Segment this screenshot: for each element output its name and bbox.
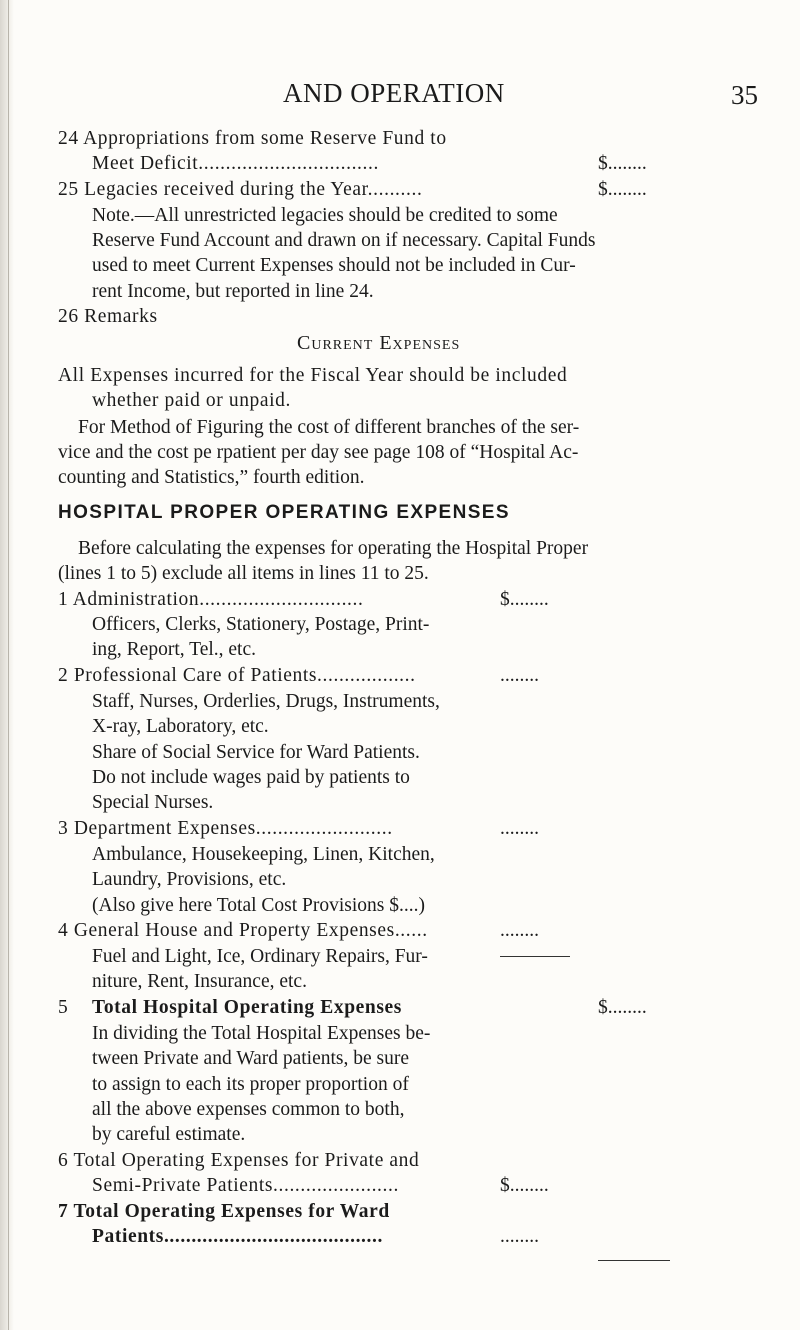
line-5-number: 5 (58, 997, 68, 1018)
line-5-detail-3: to assign to each its proper proportion of (92, 1074, 409, 1095)
current-expenses-para-1-line-2: whether paid or unpaid. (92, 390, 291, 411)
note-line-4: rent Income, but reported in line 24. (92, 281, 374, 302)
hospital-proper-intro-line-1: Before calculating the expenses for operating the Hospital Proper (78, 538, 589, 559)
line-1-detail-2: ing, Report, Tel., etc. (92, 639, 256, 660)
line-2-detail-3: Share of Social Service for Ward Patients. (92, 742, 420, 763)
line-2-detail-5: Special Nurses. (92, 792, 214, 813)
item-24-line-2: Meet Deficit................................. (92, 153, 379, 174)
line-5-total-hospital: Total Hospital Operating Expenses (92, 997, 402, 1018)
line-6-value: $........ (500, 1175, 549, 1196)
line-7-value: ........ (500, 1226, 539, 1247)
line-2-value: ........ (500, 665, 539, 686)
line-3-department-expenses: 3 Department Expenses......................... (58, 818, 393, 839)
note-line-1: Note.—All unrestricted legacies should be credited to some (92, 205, 558, 226)
current-expenses-para-2-line-3: counting and Statistics,” fourth edition. (58, 467, 365, 488)
current-expenses-para-2-line-2: vice and the cost pe rpatient per day see page 108 of “Hospital Ac- (58, 442, 579, 463)
line-5-detail-1: In dividing the Total Hospital Expenses be- (92, 1023, 431, 1044)
hospital-proper-intro-line-2: (lines 1 to 5) exclude all items in lines 11 to 25. (58, 563, 429, 584)
page-edge-shadow (0, 0, 14, 1330)
subtotal-rule (500, 956, 570, 957)
current-expenses-para-2-line-1: For Method of Figuring the cost of different branches of the ser- (78, 417, 580, 438)
line-7-patients: Patients........................................ (92, 1226, 383, 1247)
page-number: 35 (731, 80, 758, 110)
total-rule (598, 1260, 670, 1261)
line-6-private: 6 Total Operating Expenses for Private and (58, 1150, 420, 1171)
line-4-detail-2: niture, Rent, Insurance, etc. (92, 971, 307, 992)
line-1-value: $........ (500, 589, 549, 610)
line-5-detail-5: by careful estimate. (92, 1124, 246, 1145)
line-4-value: ........ (500, 920, 539, 941)
note-line-2: Reserve Fund Account and drawn on if necessary. Capital Funds (92, 230, 596, 251)
item-24-value: $........ (598, 153, 647, 174)
running-head: AND OPERATION (283, 78, 505, 108)
item-25-value: $........ (598, 179, 647, 200)
line-5-detail-4: all the above expenses common to both, (92, 1099, 405, 1120)
line-2-professional-care: 2 Professional Care of Patients.................. (58, 665, 416, 686)
line-4-detail-1: Fuel and Light, Ice, Ordinary Repairs, Fur- (92, 946, 428, 967)
line-4-general-house: 4 General House and Property Expenses...... (58, 920, 428, 941)
page-edge-line (8, 0, 9, 1330)
line-1-administration: 1 Administration.............................. (58, 589, 364, 610)
line-3-detail-3: (Also give here Total Cost Provisions $....) (92, 895, 426, 916)
hospital-proper-heading: HOSPITAL PROPER OPERATING EXPENSES (58, 502, 510, 523)
item-24-line-1: 24 Appropriations from some Reserve Fund to (58, 128, 447, 149)
line-3-value: ........ (500, 818, 539, 839)
line-6-semi-private: Semi-Private Patients....................... (92, 1175, 399, 1196)
line-5-detail-2: tween Private and Ward patients, be sure (92, 1048, 410, 1069)
line-3-detail-1: Ambulance, Housekeeping, Linen, Kitchen, (92, 844, 435, 865)
item-25-line: 25 Legacies received during the Year.......... (58, 179, 423, 200)
line-5-value: $........ (598, 997, 647, 1018)
current-expenses-para-1-line-1: All Expenses incurred for the Fiscal Year should be included (58, 365, 568, 386)
note-line-3: used to meet Current Expenses should not be included in Cur- (92, 255, 576, 276)
line-1-detail-1: Officers, Clerks, Stationery, Postage, Print- (92, 614, 430, 635)
line-7-ward: 7 Total Operating Expenses for Ward (58, 1201, 390, 1222)
line-2-detail-1: Staff, Nurses, Orderlies, Drugs, Instruments, (92, 691, 440, 712)
current-expenses-heading: Current Expenses (297, 332, 461, 354)
item-26-remarks: 26 Remarks (58, 306, 158, 327)
line-3-detail-2: Laundry, Provisions, etc. (92, 869, 287, 890)
page-header (0, 78, 800, 118)
line-2-detail-4: Do not include wages paid by patients to (92, 767, 410, 788)
line-2-detail-2: X-ray, Laboratory, etc. (92, 716, 269, 737)
